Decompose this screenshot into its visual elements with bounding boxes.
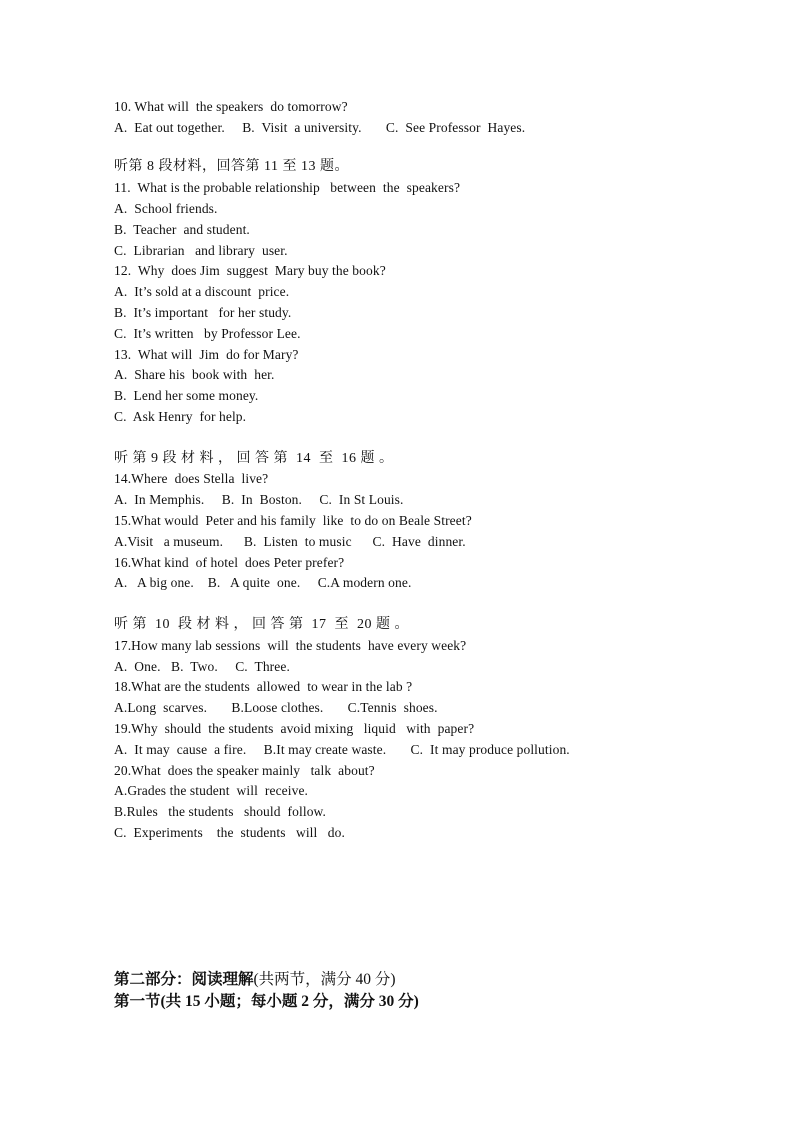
question-20-option-a: A.Grades the student will receive. xyxy=(114,783,309,798)
question-10: 10. What will the speakers do tomorrow? xyxy=(114,99,348,114)
question-20-option-b: B.Rules the students should follow. xyxy=(114,804,326,819)
question-15-options: A.Visit a museum. B. Listen to music C. Have dinner. xyxy=(114,534,466,549)
question-18: 18.What are the students allowed to wear in the lab ? xyxy=(114,679,413,694)
question-20-option-c: C. Experiments the students will do. xyxy=(114,825,345,840)
question-11-option-a: A. School friends. xyxy=(114,201,218,216)
question-19-options: A. It may cause a fire. B.It may create waste. C. It may produce pollution. xyxy=(114,742,570,757)
question-14: 14.Where does Stella live? xyxy=(114,471,269,486)
section-header-material-10: 听 第 10 段 材 料 ， 回 答 第 17 至 20 题 。 xyxy=(114,617,409,632)
question-13: 13. What will Jim do for Mary? xyxy=(114,347,299,362)
part-two-title xyxy=(114,970,396,990)
part-two-title-main: 第二部分：阅读理解 xyxy=(114,971,254,988)
question-17: 17.How many lab sessions will the students have every week? xyxy=(114,638,467,653)
question-13-option-c: C. Ask Henry for help. xyxy=(114,409,247,424)
question-20: 20.What does the speaker mainly talk about? xyxy=(114,763,375,778)
question-17-options: A. One. B. Two. C. Three. xyxy=(114,659,290,674)
question-11-option-c: C. Librarian and library user. xyxy=(114,243,288,258)
question-11-option-b: B. Teacher and student. xyxy=(114,222,250,237)
question-14-options: A. In Memphis. B. In Boston. C. In St Louis. xyxy=(114,492,404,507)
question-10-options: A. Eat out together. B. Visit a university. C. See Professor Hayes. xyxy=(114,120,526,135)
question-12-option-a: A. It’s sold at a discount price. xyxy=(114,284,290,299)
section-header-material-9: 听 第 9 段 材 料 ， 回 答 第 14 至 16 题 。 xyxy=(114,451,394,466)
question-16: 16.What kind of hotel does Peter prefer? xyxy=(114,555,345,570)
question-13-option-b: B. Lend her some money. xyxy=(114,388,259,403)
section-one-title: 第一节(共 15 小题；每小题 2 分，满分 30 分) xyxy=(114,993,419,1010)
question-12-option-b: B. It’s important for her study. xyxy=(114,305,292,320)
question-13-option-a: A. Share his book with her. xyxy=(114,367,275,382)
question-15: 15.What would Peter and his family like to do on Beale Street? xyxy=(114,513,472,528)
question-18-options: A.Long scarves. B.Loose clothes. C.Tennis shoes. xyxy=(114,700,438,715)
section-header-material-8: 听第 8 段材料，回答第 11 至 13 题。 xyxy=(114,159,349,174)
question-11: 11. What is the probable relationship between the speakers? xyxy=(114,180,461,195)
part-two-title-score: (共两节，满分 40 分) xyxy=(253,971,396,988)
question-12-option-c: C. It’s written by Professor Lee. xyxy=(114,326,301,341)
question-19: 19.Why should the students avoid mixing liquid with paper? xyxy=(114,721,475,736)
question-16-options: A. A big one. B. A quite one. C.A modern one. xyxy=(114,575,412,590)
question-12: 12. Why does Jim suggest Mary buy the book? xyxy=(114,263,386,278)
